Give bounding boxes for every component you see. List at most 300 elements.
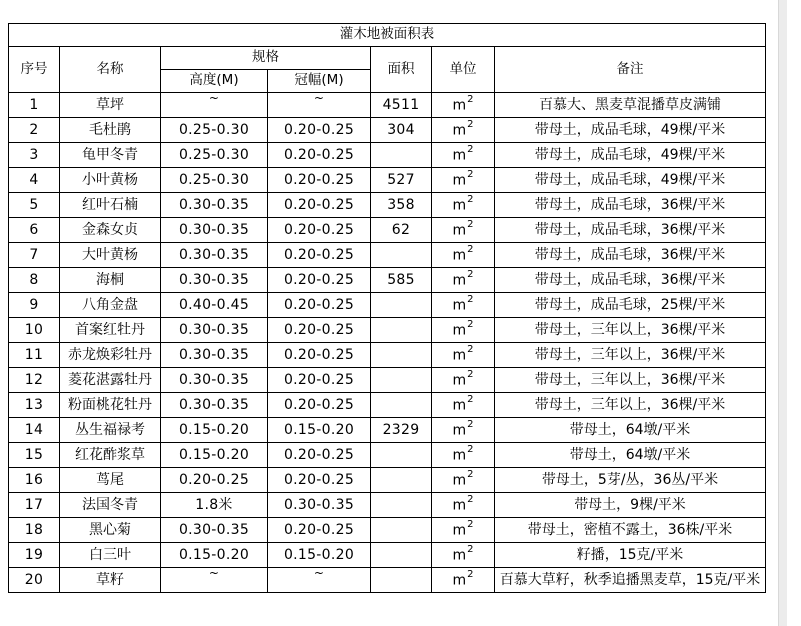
cell-name-text: 首案红牡丹 bbox=[75, 322, 145, 338]
cell-note bbox=[495, 543, 766, 568]
cell-area bbox=[371, 393, 432, 418]
cell-height bbox=[161, 268, 268, 293]
cell-note bbox=[495, 93, 766, 118]
cell-height-text: 0.15-0.20 bbox=[178, 422, 250, 438]
table-row bbox=[9, 543, 766, 568]
cell-name-text: 大叶黄杨 bbox=[82, 247, 138, 263]
cell-height-text: 0.30-0.35 bbox=[178, 347, 250, 363]
cell-no bbox=[9, 568, 60, 593]
cell-crown-text: 0.20-0.25 bbox=[283, 522, 355, 538]
cell-name bbox=[60, 93, 161, 118]
cell-no bbox=[9, 543, 60, 568]
cell-note-text: 带母土，成品毛球，25棵/平米 bbox=[534, 297, 726, 313]
cell-unit bbox=[432, 93, 495, 118]
cell-height-text: 0.30-0.35 bbox=[178, 372, 250, 388]
cell-name bbox=[60, 543, 161, 568]
unit-base: m bbox=[452, 347, 467, 364]
cell-height bbox=[161, 218, 268, 243]
cell-no-text: 2 bbox=[29, 122, 39, 138]
cell-name-text: 赤龙焕彩牡丹 bbox=[68, 347, 152, 363]
table-row bbox=[9, 93, 766, 118]
cell-no-text: 18 bbox=[24, 522, 44, 538]
header-area: 面积 bbox=[371, 47, 432, 93]
cell-height-text: 0.15-0.20 bbox=[178, 447, 250, 463]
cell-area bbox=[371, 268, 432, 293]
cell-crown bbox=[268, 293, 371, 318]
cell-area bbox=[371, 168, 432, 193]
cell-name bbox=[60, 518, 161, 543]
cell-no bbox=[9, 143, 60, 168]
cell-crown bbox=[268, 518, 371, 543]
unit-base: m bbox=[452, 197, 467, 214]
cell-note-text: 带母土，64墩/平米 bbox=[569, 447, 691, 463]
table-row bbox=[9, 468, 766, 493]
unit-exponent: 2 bbox=[467, 419, 474, 431]
cell-area bbox=[371, 568, 432, 593]
cell-area bbox=[371, 293, 432, 318]
table-row bbox=[9, 193, 766, 218]
cell-unit bbox=[432, 393, 495, 418]
cell-note-text: 带母土，密植不露土，36株/平米 bbox=[527, 522, 733, 538]
unit-exponent: 2 bbox=[467, 494, 474, 506]
cell-note bbox=[495, 243, 766, 268]
cell-height bbox=[161, 118, 268, 143]
cell-no-text: 10 bbox=[24, 322, 44, 338]
unit-base: m bbox=[452, 522, 467, 539]
cell-height-text: 0.30-0.35 bbox=[178, 322, 250, 338]
cell-no bbox=[9, 193, 60, 218]
cell-unit bbox=[432, 218, 495, 243]
cell-height-text: ~ bbox=[208, 567, 220, 580]
cell-crown bbox=[268, 193, 371, 218]
cell-unit bbox=[432, 243, 495, 268]
cell-name-text: 金森女贞 bbox=[82, 222, 138, 238]
cell-note bbox=[495, 168, 766, 193]
cell-note bbox=[495, 118, 766, 143]
cell-height bbox=[161, 168, 268, 193]
cell-name-text: 八角金盘 bbox=[82, 297, 138, 313]
cell-name-text: 丛生福禄考 bbox=[75, 422, 145, 438]
cell-no-text: 13 bbox=[24, 397, 44, 413]
cell-name bbox=[60, 368, 161, 393]
unit-exponent: 2 bbox=[467, 294, 474, 306]
cell-area-text: 62 bbox=[391, 222, 411, 238]
cell-note bbox=[495, 393, 766, 418]
cell-no bbox=[9, 518, 60, 543]
cell-area-text: 527 bbox=[387, 172, 415, 188]
cell-name bbox=[60, 218, 161, 243]
cell-no-text: 3 bbox=[29, 147, 39, 163]
cell-height bbox=[161, 243, 268, 268]
cell-area bbox=[371, 518, 432, 543]
cell-no-text: 1 bbox=[29, 97, 39, 113]
unit-base: m bbox=[452, 372, 467, 389]
unit-exponent: 2 bbox=[467, 444, 474, 456]
cell-note-text: 带母土，成品毛球，49棵/平米 bbox=[534, 172, 726, 188]
cell-height bbox=[161, 368, 268, 393]
cell-name-text: 茑尾 bbox=[96, 472, 124, 488]
shrub-groundcover-area-table bbox=[8, 23, 766, 593]
header-note: 备注 bbox=[495, 47, 766, 93]
cell-height-text: 1.8米 bbox=[195, 497, 233, 513]
unit-exponent: 2 bbox=[467, 169, 474, 181]
table-row bbox=[9, 368, 766, 393]
cell-crown bbox=[268, 218, 371, 243]
cell-note bbox=[495, 418, 766, 443]
cell-no-text: 12 bbox=[24, 372, 44, 388]
cell-crown bbox=[268, 318, 371, 343]
cell-no bbox=[9, 118, 60, 143]
cell-no bbox=[9, 443, 60, 468]
table-row bbox=[9, 243, 766, 268]
cell-crown-text: 0.15-0.20 bbox=[283, 547, 355, 563]
unit-exponent: 2 bbox=[467, 394, 474, 406]
cell-note bbox=[495, 568, 766, 593]
cell-note-text: 带母土，9棵/平米 bbox=[574, 497, 686, 513]
table-row bbox=[9, 168, 766, 193]
cell-name-text: 粉面桃花牡丹 bbox=[68, 397, 152, 413]
cell-crown bbox=[268, 93, 371, 118]
cell-height bbox=[161, 343, 268, 368]
unit-base: m bbox=[452, 322, 467, 339]
cell-crown-text: 0.20-0.25 bbox=[283, 322, 355, 338]
cell-crown-text: 0.20-0.25 bbox=[283, 172, 355, 188]
cell-no bbox=[9, 243, 60, 268]
cell-no-text: 6 bbox=[29, 222, 39, 238]
cell-crown bbox=[268, 268, 371, 293]
cell-height bbox=[161, 393, 268, 418]
cell-unit bbox=[432, 343, 495, 368]
cell-unit bbox=[432, 193, 495, 218]
unit-exponent: 2 bbox=[467, 119, 474, 131]
cell-no-text: 16 bbox=[24, 472, 44, 488]
cell-crown bbox=[268, 568, 371, 593]
cell-height-text: 0.30-0.35 bbox=[178, 247, 250, 263]
cell-note-text: 带母土，64墩/平米 bbox=[569, 422, 691, 438]
cell-no bbox=[9, 493, 60, 518]
cell-no bbox=[9, 93, 60, 118]
cell-height bbox=[161, 518, 268, 543]
cell-crown bbox=[268, 493, 371, 518]
unit-exponent: 2 bbox=[467, 144, 474, 156]
unit-base: m bbox=[452, 422, 467, 439]
cell-no-text: 14 bbox=[24, 422, 44, 438]
cell-name-text: 草籽 bbox=[96, 572, 124, 588]
cell-crown bbox=[268, 543, 371, 568]
cell-crown bbox=[268, 393, 371, 418]
unit-exponent: 2 bbox=[467, 569, 474, 581]
cell-name bbox=[60, 393, 161, 418]
cell-no-text: 17 bbox=[24, 497, 44, 513]
table-row bbox=[9, 493, 766, 518]
cell-area bbox=[371, 543, 432, 568]
cell-area bbox=[371, 218, 432, 243]
cell-note bbox=[495, 143, 766, 168]
cell-no bbox=[9, 168, 60, 193]
cell-unit bbox=[432, 168, 495, 193]
table-row bbox=[9, 393, 766, 418]
cell-crown-text: 0.20-0.25 bbox=[283, 397, 355, 413]
cell-name bbox=[60, 468, 161, 493]
cell-height-text: 0.30-0.35 bbox=[178, 397, 250, 413]
cell-no-text: 11 bbox=[24, 347, 44, 363]
cell-area-text: 2329 bbox=[382, 422, 420, 438]
unit-base: m bbox=[452, 247, 467, 264]
cell-no-text: 5 bbox=[29, 197, 39, 213]
cell-unit bbox=[432, 368, 495, 393]
cell-crown-text: 0.20-0.25 bbox=[283, 472, 355, 488]
header-no: 序号 bbox=[9, 47, 60, 93]
cell-crown bbox=[268, 443, 371, 468]
cell-unit bbox=[432, 568, 495, 593]
cell-no bbox=[9, 418, 60, 443]
cell-area bbox=[371, 93, 432, 118]
table-row bbox=[9, 343, 766, 368]
unit-exponent: 2 bbox=[467, 519, 474, 531]
cell-name-text: 毛杜鹃 bbox=[89, 122, 131, 138]
cell-note-text: 带母土，成品毛球，36棵/平米 bbox=[534, 222, 726, 238]
cell-no bbox=[9, 268, 60, 293]
unit-base: m bbox=[452, 147, 467, 164]
unit-exponent: 2 bbox=[467, 244, 474, 256]
cell-crown bbox=[268, 418, 371, 443]
cell-name-text: 小叶黄杨 bbox=[82, 172, 138, 188]
cell-unit bbox=[432, 493, 495, 518]
cell-note bbox=[495, 468, 766, 493]
cell-area bbox=[371, 193, 432, 218]
unit-base: m bbox=[452, 447, 467, 464]
cell-area bbox=[371, 493, 432, 518]
cell-note bbox=[495, 518, 766, 543]
header-height: 高度(M) bbox=[161, 70, 268, 93]
cell-no bbox=[9, 368, 60, 393]
unit-base: m bbox=[452, 222, 467, 239]
cell-crown-text: 0.15-0.20 bbox=[283, 422, 355, 438]
cell-height-text: 0.30-0.35 bbox=[178, 222, 250, 238]
cell-crown-text: 0.20-0.25 bbox=[283, 347, 355, 363]
cell-note bbox=[495, 293, 766, 318]
cell-note bbox=[495, 193, 766, 218]
cell-no-text: 9 bbox=[29, 297, 39, 313]
header-crown: 冠幅(M) bbox=[268, 70, 371, 93]
table-row bbox=[9, 518, 766, 543]
cell-height-text: 0.40-0.45 bbox=[178, 297, 250, 313]
cell-height bbox=[161, 493, 268, 518]
cell-note bbox=[495, 218, 766, 243]
cell-name-text: 龟甲冬青 bbox=[82, 147, 138, 163]
cell-note-text: 带母土，成品毛球，49棵/平米 bbox=[534, 122, 726, 138]
table-row bbox=[9, 268, 766, 293]
cell-crown-text: 0.20-0.25 bbox=[283, 197, 355, 213]
cell-unit bbox=[432, 468, 495, 493]
cell-name bbox=[60, 143, 161, 168]
cell-name bbox=[60, 118, 161, 143]
cell-name-text: 法国冬青 bbox=[82, 497, 138, 513]
cell-no-text: 7 bbox=[29, 247, 39, 263]
cell-area bbox=[371, 143, 432, 168]
cell-height-text: 0.20-0.25 bbox=[178, 472, 250, 488]
unit-exponent: 2 bbox=[467, 344, 474, 356]
cell-note-text: 带母土，三年以上，36棵/平米 bbox=[534, 322, 726, 338]
cell-no bbox=[9, 318, 60, 343]
cell-note bbox=[495, 368, 766, 393]
unit-base: m bbox=[452, 172, 467, 189]
cell-note-text: 带母土，成品毛球，49棵/平米 bbox=[534, 147, 726, 163]
cell-area bbox=[371, 468, 432, 493]
cell-no-text: 4 bbox=[29, 172, 39, 188]
unit-base: m bbox=[452, 472, 467, 489]
cell-note-text: 带母土，三年以上，36棵/平米 bbox=[534, 372, 726, 388]
cell-crown-text: 0.20-0.25 bbox=[283, 272, 355, 288]
cell-height bbox=[161, 93, 268, 118]
table-row bbox=[9, 118, 766, 143]
cell-no-text: 20 bbox=[24, 572, 44, 588]
unit-base: m bbox=[452, 97, 467, 114]
unit-base: m bbox=[452, 547, 467, 564]
table-row bbox=[9, 218, 766, 243]
cell-note-text: 带母土，三年以上，36棵/平米 bbox=[534, 397, 726, 413]
unit-exponent: 2 bbox=[467, 219, 474, 231]
cell-name bbox=[60, 568, 161, 593]
table-row bbox=[9, 143, 766, 168]
cell-height-text: 0.25-0.30 bbox=[178, 147, 250, 163]
table-row bbox=[9, 318, 766, 343]
cell-note-text: 带母土，5芽/丛，36丛/平米 bbox=[541, 472, 719, 488]
cell-area bbox=[371, 418, 432, 443]
cell-name bbox=[60, 493, 161, 518]
cell-note bbox=[495, 343, 766, 368]
cell-height bbox=[161, 293, 268, 318]
cell-note-text: 百慕大草籽，秋季追播黑麦草，15克/平米 bbox=[499, 572, 761, 588]
cell-name bbox=[60, 293, 161, 318]
cell-unit bbox=[432, 443, 495, 468]
cell-name-text: 草坪 bbox=[96, 97, 124, 113]
cell-name bbox=[60, 268, 161, 293]
cell-note bbox=[495, 318, 766, 343]
cell-crown-text: 0.20-0.25 bbox=[283, 147, 355, 163]
cell-height bbox=[161, 418, 268, 443]
cell-crown bbox=[268, 243, 371, 268]
cell-note bbox=[495, 493, 766, 518]
cell-crown-text: 0.20-0.25 bbox=[283, 122, 355, 138]
cell-height bbox=[161, 318, 268, 343]
cell-unit bbox=[432, 418, 495, 443]
cell-crown bbox=[268, 343, 371, 368]
cell-unit bbox=[432, 318, 495, 343]
cell-area bbox=[371, 318, 432, 343]
cell-no bbox=[9, 468, 60, 493]
cell-name bbox=[60, 343, 161, 368]
cell-height-text: 0.25-0.30 bbox=[178, 122, 250, 138]
cell-area-text: 585 bbox=[387, 272, 415, 288]
cell-crown-text: 0.20-0.25 bbox=[283, 247, 355, 263]
cell-name bbox=[60, 318, 161, 343]
cell-area-text: 304 bbox=[387, 122, 415, 138]
unit-base: m bbox=[452, 272, 467, 289]
cell-unit bbox=[432, 293, 495, 318]
cell-note-text: 百慕大、黑麦草混播草皮满铺 bbox=[539, 97, 721, 113]
cell-height-text: 0.30-0.35 bbox=[178, 197, 250, 213]
cell-name-text: 红花酢浆草 bbox=[75, 447, 145, 463]
unit-exponent: 2 bbox=[467, 194, 474, 206]
cell-no bbox=[9, 218, 60, 243]
cell-area bbox=[371, 368, 432, 393]
unit-exponent: 2 bbox=[467, 544, 474, 556]
cell-height bbox=[161, 443, 268, 468]
cell-note-text: 带母土，成品毛球，36棵/平米 bbox=[534, 247, 726, 263]
cell-crown bbox=[268, 143, 371, 168]
unit-exponent: 2 bbox=[467, 269, 474, 281]
cell-height bbox=[161, 543, 268, 568]
cell-height bbox=[161, 568, 268, 593]
cell-crown bbox=[268, 468, 371, 493]
cell-crown-text: 0.20-0.25 bbox=[283, 372, 355, 388]
cell-height-text: 0.25-0.30 bbox=[178, 172, 250, 188]
cell-name-text: 白三叶 bbox=[89, 547, 131, 563]
cell-name-text: 黑心菊 bbox=[89, 522, 131, 538]
vertical-scrollbar[interactable] bbox=[779, 0, 787, 626]
table-row bbox=[9, 568, 766, 593]
cell-name bbox=[60, 168, 161, 193]
table-row bbox=[9, 293, 766, 318]
cell-no bbox=[9, 343, 60, 368]
header-spec: 规格 bbox=[161, 47, 371, 70]
cell-crown-text: 0.20-0.25 bbox=[283, 222, 355, 238]
header-name: 名称 bbox=[60, 47, 161, 93]
cell-height bbox=[161, 143, 268, 168]
cell-crown-text: ~ bbox=[313, 92, 325, 105]
cell-unit bbox=[432, 543, 495, 568]
cell-unit bbox=[432, 143, 495, 168]
cell-unit bbox=[432, 518, 495, 543]
cell-no-text: 19 bbox=[24, 547, 44, 563]
cell-no bbox=[9, 393, 60, 418]
cell-crown-text: 0.20-0.25 bbox=[283, 297, 355, 313]
cell-note-text: 带母土，成品毛球，36棵/平米 bbox=[534, 197, 726, 213]
cell-note-text: 带母土，成品毛球，36棵/平米 bbox=[534, 272, 726, 288]
unit-base: m bbox=[452, 297, 467, 314]
cell-height-text: 0.30-0.35 bbox=[178, 272, 250, 288]
cell-name bbox=[60, 443, 161, 468]
cell-name bbox=[60, 418, 161, 443]
cell-crown-text: 0.30-0.35 bbox=[283, 497, 355, 513]
cell-area bbox=[371, 243, 432, 268]
cell-area bbox=[371, 443, 432, 468]
cell-area bbox=[371, 343, 432, 368]
unit-base: m bbox=[452, 497, 467, 514]
cell-area-text: 4511 bbox=[382, 97, 420, 113]
cell-crown-text: 0.20-0.25 bbox=[283, 447, 355, 463]
table-title: 灌木地被面积表 bbox=[9, 24, 766, 47]
header-unit: 单位 bbox=[432, 47, 495, 93]
unit-base: m bbox=[452, 572, 467, 589]
cell-unit bbox=[432, 268, 495, 293]
cell-name-text: 菱花湛露牡丹 bbox=[68, 372, 152, 388]
table-row bbox=[9, 443, 766, 468]
cell-height-text: 0.30-0.35 bbox=[178, 522, 250, 538]
unit-exponent: 2 bbox=[467, 94, 474, 106]
cell-no-text: 8 bbox=[29, 272, 39, 288]
unit-exponent: 2 bbox=[467, 319, 474, 331]
cell-note bbox=[495, 268, 766, 293]
cell-crown bbox=[268, 368, 371, 393]
cell-area bbox=[371, 118, 432, 143]
unit-base: m bbox=[452, 397, 467, 414]
cell-height-text: ~ bbox=[208, 92, 220, 105]
unit-exponent: 2 bbox=[467, 469, 474, 481]
cell-no-text: 15 bbox=[24, 447, 44, 463]
cell-name bbox=[60, 243, 161, 268]
